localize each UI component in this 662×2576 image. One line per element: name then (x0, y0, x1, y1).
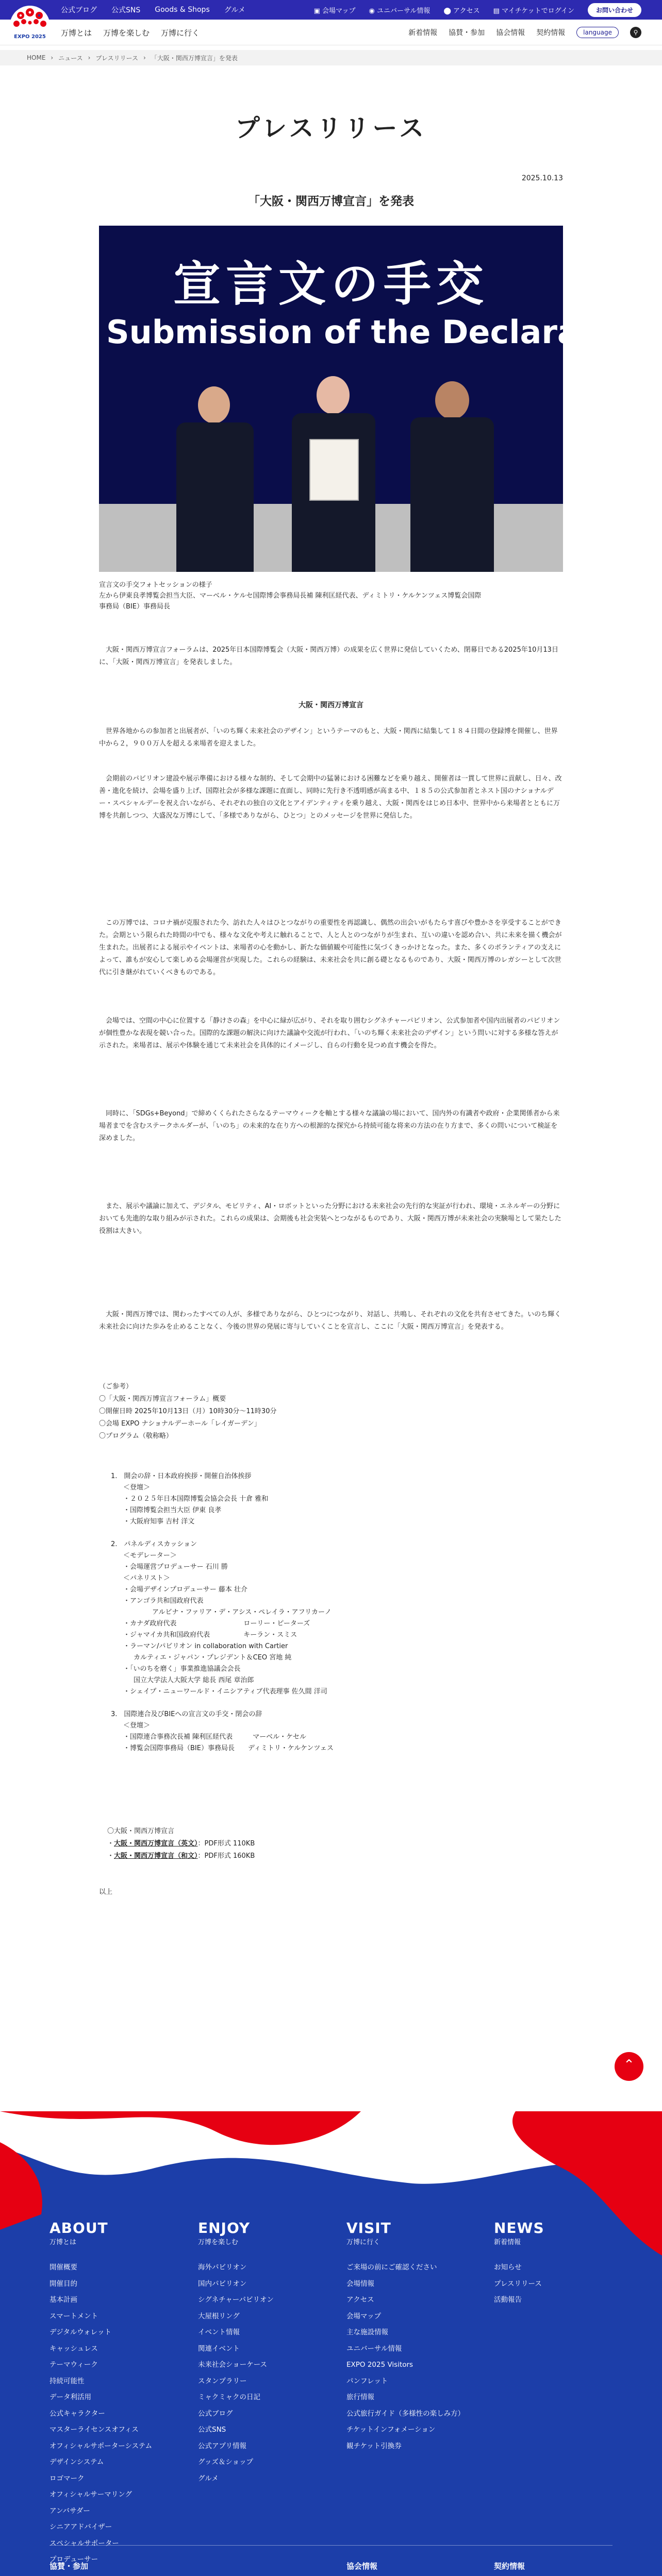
program-subitem: ・２０２５年日本国際博覧会協会会長 十倉 雅和 (123, 1495, 269, 1503)
top-link-universal[interactable]: ◉ ユニバーサル情報 (369, 7, 431, 15)
footer-link[interactable]: プレスリリース (494, 2279, 542, 2288)
footer-link[interactable]: マスターライセンスオフィス (49, 2426, 139, 2434)
paragraph-6: また、展示や議論に加えて、デジタル、モビリティ、AI・ロボットといった分野における未来社会の先行的な実証が行われ、環境・エネルギーの分野においても先進的な取り組みが示された。これらの成果は、会期後も社会実装へとつながるものであり、大阪・関西万博が未来社会の実験場として果たした役割は大きい。 (99, 1202, 561, 1235)
footer-link[interactable]: ロゴマーク (49, 2474, 85, 2483)
footer-link[interactable]: ミャクミャクの日記 (198, 2393, 260, 2401)
footer-link[interactable]: 公式アプリ情報 (198, 2442, 246, 2450)
program-subitem: ・大阪府知事 吉村 洋文 (123, 1518, 195, 1526)
footer-link[interactable]: オフィシャルサポーターシステム (49, 2442, 153, 2450)
top-right-links (314, 0, 641, 20)
ticket-icon: ▤ (493, 7, 502, 15)
footer-link[interactable]: シグネチャーパビリオン (198, 2296, 274, 2304)
program-item: 2. パネルディスカッション (111, 1540, 197, 1548)
link-row: ・大阪・関西万博宣言（和文）：PDF形式 160KB (107, 1852, 255, 1860)
breadcrumb-home[interactable]: HOME (27, 54, 46, 61)
nav-partners[interactable]: 協賛・参加 (449, 29, 485, 37)
top-link-gourmet[interactable]: グルメ (224, 6, 245, 14)
top-link-access[interactable]: ⬤ アクセス (443, 7, 480, 15)
footer-link[interactable]: 大屋根リング (198, 2312, 240, 2320)
footer (0, 2111, 662, 2576)
paragraph-2: 会期前のパビリオン建設や展示準備における様々な制約、そして会期中の猛暑における困難などを乗り越え、開催者は一貫して世界に貢献し、日々、改善・進化を続け、会場を盛り上げ、国際社会が多様な課題に直面し、同時に先行き不透明感が高まる中、１８５の公式参加者とネスト国のナショナルデー・スペシャルデーを祝え合いながら、それぞれの独自の文化とアイデンティティを乗り越え、大阪・関西をはじめ日本中、世界中から来場者とともに万博を共創しつつ、大盛況な万博にして、「多様でありながら、ひとつ」とのメッセージを世界に発信した。 (99, 775, 562, 820)
language-button[interactable]: language (576, 27, 619, 38)
article-title: 「大阪・関西万博宣言」を発表 (248, 195, 414, 208)
program-subitem: ＜登壇＞ (123, 1722, 151, 1730)
link-row: ・大阪・関西万博宣言（英文）：PDF形式 110KB (107, 1840, 255, 1848)
footer-link[interactable]: チケットインフォメーション (346, 2426, 436, 2434)
footer-link[interactable]: テーマウィーク (49, 2361, 98, 2369)
footer-link[interactable]: 観チケット引換券 (346, 2442, 402, 2450)
footer-link[interactable]: シニアアドバイザー (49, 2523, 112, 2531)
program-subitem: ＜モデレーター＞ (123, 1552, 177, 1560)
nav-about[interactable]: 万博とは (61, 28, 92, 38)
program-subitem: ＜パネリスト＞ (123, 1574, 170, 1582)
footer-link[interactable]: スペシャルサポーター (49, 2539, 119, 2548)
nav-contracts[interactable]: 契約情報 (536, 29, 566, 37)
photo-caption: 宣言文の手交フォトセッションの様子 左から伊東良孝博覧会担当大臣、マーベル・ケルセ国際博会事務局長補 陳利匡経代表、ディミトリ・ケルケンツェス博覧会国際 事務局（BIE）事務局長 (99, 581, 482, 611)
program-subitem: ・会場運営プロデューサー 石川 勝 (123, 1563, 228, 1571)
footer-link[interactable]: EXPO 2025 Visitors (346, 2361, 413, 2369)
breadcrumb-news[interactable]: ニュース (58, 54, 83, 62)
end-mark: 以上 (99, 1888, 113, 1896)
footer-link[interactable]: オフィシャルサーマリング (49, 2490, 132, 2499)
footer-link[interactable]: ご来場の前にご確認ください (346, 2263, 437, 2272)
article-date: 2025.10.13 (521, 174, 563, 182)
footer-link[interactable]: 基本計画 (49, 2296, 77, 2304)
location-icon: ⬤ (443, 7, 454, 15)
contact-button[interactable]: お問い合わせ (588, 3, 641, 17)
photo-person-right (403, 381, 501, 572)
breadcrumb-current: 「大阪・関西万博宣言」を発表 (151, 54, 238, 62)
logo-text: EXPO 2025 (14, 34, 46, 40)
program-item: 3. 国際連合及びBIEへの宣言文の手交・閉会の辞 (111, 1710, 262, 1718)
chevron-right-icon: › (88, 54, 91, 61)
program-subitem: ・国際博覧会担当大臣 伊東 良孝 (123, 1506, 222, 1514)
map-pin-icon: ▣ (313, 7, 322, 15)
footer-about: ABOUT 万博とは 開催概要 開催目的 基本計画 スマートメント デジタルウォレット キャッシュレス テーマウィーク 持続可能性 データ利活用 公式キャラクター マスターライセンスオフィス オフィシャルサポーターシステム デザインシステム ロゴマーク オフィシャルサーマリング アンバサダー シニアアドバイザー スペシャルサポーター プロデューサー (49, 2219, 152, 2568)
photo-text-jp: 宣言文の手交 (173, 256, 489, 312)
program-subitem: ・ラーマン/パビリオン in collaboration with Cartier (123, 1642, 288, 1650)
footer-link[interactable]: グッズ＆ショップ (198, 2458, 254, 2466)
nav-association[interactable]: 協会情報 (496, 29, 525, 37)
paragraph-1: 世界各地からの参加者と出展者が、「いのち輝く未来社会のデザイン」というテーマのもと、大阪・関西に結集して１８４日間の登録博を開催し、世界中から２，９００万人を超える来場者を迎えました。 (99, 727, 558, 748)
main-nav-left (61, 20, 200, 45)
program-subitem: ・アンゴラ共和国政府代表 (123, 1597, 204, 1605)
footer-link[interactable]: 未来社会ショーケース (198, 2361, 268, 2369)
footer-sec-association-title: 協会情報 (346, 2562, 378, 2571)
photo-person-left (171, 386, 259, 572)
pdf-link-english[interactable]: 大阪・関西万博宣言（英文） (114, 1840, 198, 1848)
top-link-login[interactable]: ▤ マイチケットでログイン (493, 7, 574, 15)
footer-news: NEWS 新着情報 お知らせ プレスリリース 活動報告 (494, 2219, 544, 2309)
program-subitem: ・国際連合事務次長補 陳利匡経代表 マーベル・ケセル (123, 1733, 306, 1741)
chevron-right-icon: › (51, 54, 54, 61)
footer-link[interactable]: スマートメント (49, 2312, 98, 2320)
photo-text-en: Submission of the Declaration (106, 313, 650, 351)
universal-icon: ◉ (369, 7, 377, 15)
spacer (111, 1698, 559, 1709)
footer-link[interactable]: ユニバーサル情報 (346, 2344, 402, 2353)
top-utility-bar (0, 0, 662, 20)
program-subitem: ・博覧会国際事務局（BIE）事務局長 ディミトリ・ケルケンツェス (123, 1744, 334, 1752)
declaration-subtitle: 大阪・関西万博宣言 (299, 701, 363, 709)
footer-link[interactable]: お知らせ (494, 2263, 522, 2272)
footer-link[interactable]: アンバサダー (49, 2506, 90, 2515)
footer-link[interactable]: 開催目的 (49, 2279, 77, 2288)
footer-link[interactable]: デジタルウォレット (49, 2328, 112, 2336)
footer-link[interactable]: 開催概要 (49, 2263, 77, 2272)
footer-visit: VISIT 万博に行く ご来場の前にご確認ください 会場情報 アクセス 会場マップ 主な施設情報 ユニバーサル情報 EXPO 2025 Visitors パンフレット 旅行情報 公式旅行ガイド（多様性の楽しみ方） チケットインフォメーション 観チケット引換券 (346, 2219, 465, 2454)
program-subitem: ・カナダ政府代表 ローリー・ピーターズ (123, 1620, 310, 1628)
program-subitem: ・会場デザインプロデューサー 藤本 壮介 (123, 1586, 247, 1594)
program-subitem: ・シェイプ・ニューワールド・イニシアティブ代表理事 佐久間 洋司 (123, 1688, 327, 1696)
main-nav-right (408, 20, 641, 45)
top-link-sns[interactable]: 公式SNS (111, 6, 141, 14)
footer-link[interactable]: パンフレット (346, 2377, 388, 2385)
spacer (111, 1754, 559, 1766)
spacer (111, 1528, 559, 1539)
program-subitem: ・「いのちを磨く」事業推進協議会会長 (123, 1665, 241, 1673)
footer-link[interactable]: 主な施設情報 (346, 2328, 388, 2336)
footer-link[interactable]: キャッシュレス (49, 2344, 98, 2353)
breadcrumb-press[interactable]: プレスリリース (95, 54, 138, 62)
footer-sec-partners-title: 協賛・参加 (49, 2562, 89, 2571)
footer-link[interactable]: 公式旅行ガイド（多様性の楽しみ方） (346, 2409, 465, 2418)
footer-enjoy: ENJOY 万博を楽しむ 海外パビリオン 国内パビリオン シグネチャーパビリオン 大屋根リング イベント情報 関連イベント 未来社会ショーケース スタンプラリー ミャクミャクの日記 公式ブログ 公式SNS 公式アプリ情報 グッズ＆ショップ グルメ (198, 2219, 274, 2487)
footer-link[interactable]: データ利活用 (49, 2393, 91, 2401)
footer-link[interactable]: 会場マップ (346, 2312, 381, 2320)
declaration-links: 〇大阪・関西万博宣言 ・大阪・関西万博宣言（英文）：PDF形式 110KB ・大阪・関西万博宣言（和文）：PDF形式 160KB (107, 1825, 255, 1862)
program-subitem: カルティエ・ジャパン・プレジデント＆CEO 宮地 純 (134, 1654, 292, 1662)
footer-link[interactable]: 海外パビリオン (198, 2263, 247, 2272)
program-subitem: ＜登壇＞ (123, 1484, 151, 1492)
paragraph-intro: 大阪・関西万博宣言フォーラムは、2025年日本国際博覧会（大阪・関西万博）の成果を広く世界に発信していくため、閉幕日である2025年10月13日に、「大阪・関西万博宣言」を発表しました。 (99, 646, 558, 666)
footer-link[interactable]: デザインシステム (49, 2458, 104, 2466)
back-to-top-button[interactable] (615, 2052, 643, 2081)
footer-sec-contracts-title: 契約情報 (494, 2562, 525, 2571)
notes: （ご参考） 〇「大阪・関西万博宣言フォーラム」概要 〇開催日時 2025年10月13日（月）10時30分～11時30分 〇会場 EXPO ナショナルデーホール「レイガーデン」 〇プログラム（敬称略） (99, 1383, 277, 1440)
photo-person-center (285, 376, 383, 572)
article-photo (99, 226, 650, 572)
search-icon[interactable]: ⚲ (630, 27, 641, 38)
top-link-blog[interactable]: 公式ブログ (61, 6, 97, 14)
top-link-map[interactable]: ▣ 会場マップ (313, 7, 356, 15)
footer-link[interactable]: グルメ (198, 2474, 219, 2483)
top-links (61, 0, 245, 20)
nav-enjoy[interactable]: 万博を楽しむ (103, 28, 150, 38)
program-subitem: ・ジャマイカ共和国政府代表 キーラン・スミス (123, 1631, 297, 1639)
paragraph-4: 会場では、空間の中心に位置する「静けさの森」を中心に緑が広がり、それを取り囲むシグネチャーパビリオン、公式参加者や国内出展者のパビリオンが個性豊かな表現を競い合った。国際的な課題の解決に向けた議論や交流が行われ、「いのち輝く未来社会のデザイン」という問いに対する多様な答えが示された。来場者は、展示や体験を通じて未来社会を具体的にイメージし、自らの行動を見つめ直す機会を得た。 (99, 1017, 560, 1049)
footer-link[interactable]: 活動報告 (494, 2296, 522, 2304)
footer-link[interactable]: 公式ブログ (198, 2409, 233, 2418)
paragraph-5: 同時に、「SDGs+Beyond」で締めくくられたさらなるテーマウィークを軸とする様々な議論の場において、国内外の有識者や政府・企業関係者から来場者までを含むステークホルダーが、「いのち」の未来的な在り方への根源的な探究から持続可能な将来の方法の在り方まで、多くの問いについて検証を深めました。 (99, 1110, 560, 1142)
nav-visit[interactable]: 万博に行く (161, 28, 200, 38)
top-link-goods[interactable]: Goods & Shops (155, 6, 210, 14)
chevron-up-icon: ⌃ (623, 2057, 635, 2073)
footer-link[interactable]: イベント情報 (198, 2328, 240, 2336)
program-list (111, 1471, 559, 1766)
paragraph-7: 大阪・関西万博では、関わったすべての人が、多様でありながら、ひとつにつながり、対話し、共鳴し、それぞれの文化を共有させてきた。いのち輝く未来社会に向けた歩みを止めることなく、今後の世界の発展に寄与していくことを宣言し、ここに「大阪・関西万博宣言」を発表する。 (99, 1311, 561, 1331)
main-nav (0, 20, 662, 45)
footer-link[interactable]: 会場情報 (346, 2279, 374, 2288)
breadcrumb (0, 50, 662, 65)
chevron-right-icon: › (143, 54, 146, 61)
nav-news[interactable]: 新着情報 (408, 29, 438, 37)
footer-link[interactable]: 国内パビリオン (198, 2279, 247, 2288)
paragraph-3: この万博では、コロナ禍が克服された今、訪れた人々はひとつながりの重要性を再認識し、偶然の出会いがもたらす喜びや豊かさを享受することができた。会期という限られた時間の中でも、様々な文化や考えに触れることで、人と人とのつながりが生まれ、互いの違いを認め合い、共に未来を描く機会が生まれた。出展者による展示やイベントは、来場者の心を動かし、新たな価値観や可能性に気づくきっかけとなった。また、多くのボランティアの支えによって、誰もが安心して楽しめる会場運営が実現した。これらの経験は、未来社会を共に創る礎となるものであり、大阪・関西万博のレガシーとして次世代に引き継がれていくべきものである。 (99, 919, 562, 976)
page-title: プレスリリース (235, 114, 427, 143)
program-subitem: 国立大学法人大阪大学 総長 西尾 章治郎 (134, 1676, 254, 1684)
footer-link[interactable]: 公式SNS (198, 2426, 226, 2434)
footer-link[interactable]: 旅行情報 (346, 2393, 374, 2401)
footer-link[interactable]: 公式キャラクター (49, 2409, 105, 2418)
program-subitem: アルビナ・ファリア・デ・アシス・ペレイラ・アフリカーノ (152, 1608, 332, 1616)
footer-link[interactable]: プロデューサー (49, 2555, 98, 2564)
footer-link[interactable]: 関連イベント (198, 2344, 240, 2353)
pdf-link-japanese[interactable]: 大阪・関西万博宣言（和文） (114, 1852, 198, 1860)
footer-link[interactable]: 持続可能性 (49, 2377, 85, 2385)
footer-link[interactable]: アクセス (346, 2296, 374, 2304)
footer-link[interactable]: スタンプラリー (198, 2377, 247, 2385)
program-item: 1. 開会の辞・日本政府挨拶・開催自治体挨拶 (111, 1472, 252, 1480)
